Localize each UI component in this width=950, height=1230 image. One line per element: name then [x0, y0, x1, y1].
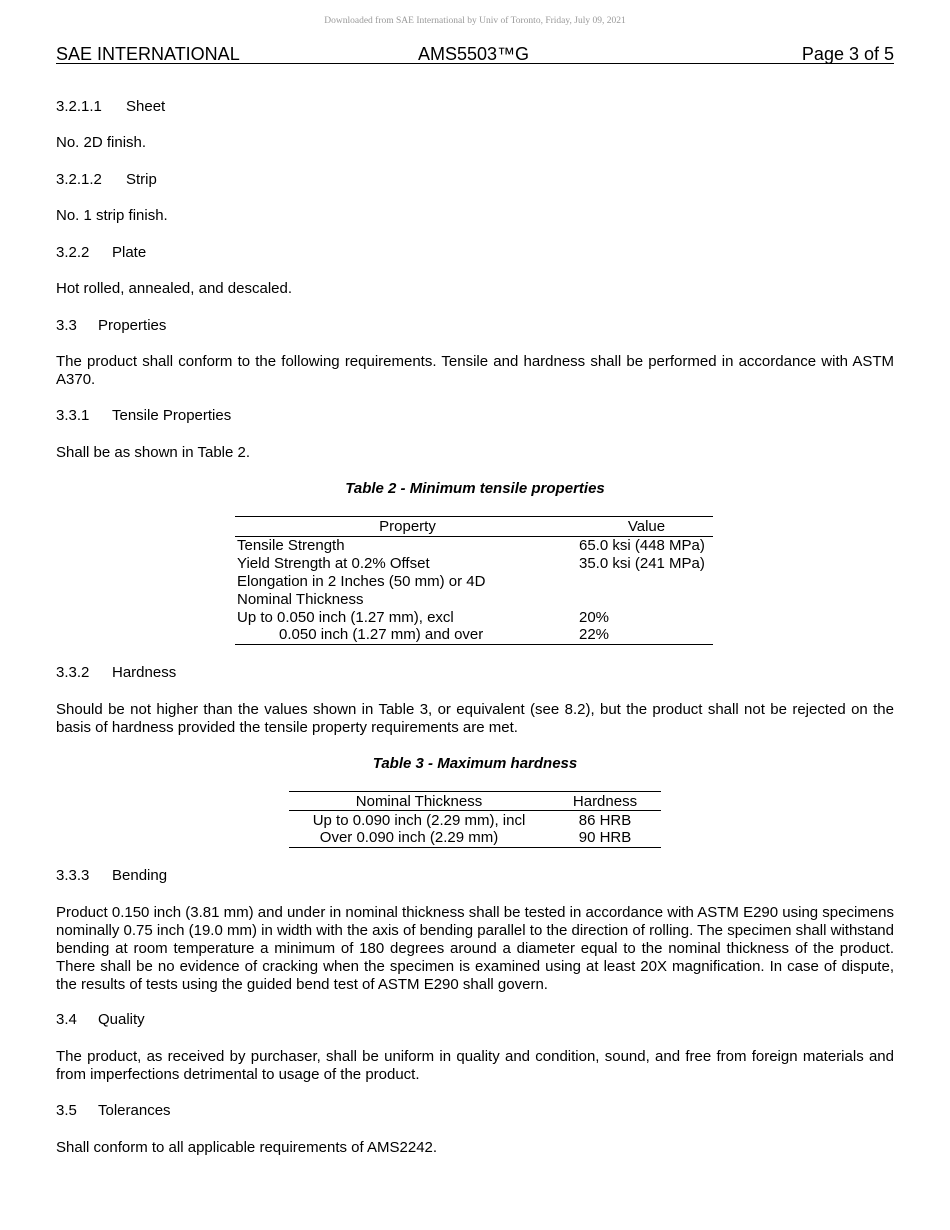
header-page-number: Page 3 of 5	[801, 44, 894, 64]
section-body: The product, as received by purchaser, shall be uniform in quality and condition, sound, and free from foreign materials and from imperfections detrimental to usage of the product.	[56, 1048, 894, 1083]
section-title: Properties	[98, 317, 167, 334]
table-cell: 0.050 inch (1.27 mm) and over	[279, 626, 484, 643]
table-cell: Nominal Thickness	[237, 591, 364, 608]
table-caption: Table 3 - Maximum hardness	[372, 755, 578, 772]
table-cell: Tensile Strength	[237, 537, 345, 554]
section-heading	[56, 244, 146, 262]
section-number: 3.3.2	[56, 664, 90, 681]
table-cell: Yield Strength at 0.2% Offset	[237, 555, 430, 572]
table-cell: Up to 0.050 inch (1.27 mm), excl	[237, 609, 454, 626]
section-heading	[56, 664, 176, 682]
section-body: No. 2D finish.	[56, 134, 147, 151]
section-title: Sheet	[126, 98, 166, 115]
table-caption: Table 2 - Minimum tensile properties	[345, 480, 605, 497]
section-heading	[56, 171, 157, 189]
section-number: 3.5	[56, 1102, 77, 1119]
section-title: Tensile Properties	[112, 407, 232, 424]
section-title: Hardness	[112, 664, 177, 681]
header-document-number: AMS5503™G	[418, 44, 530, 64]
table-header-cell: Hardness	[572, 793, 638, 810]
table-cell: 20%	[579, 609, 610, 626]
download-notice: Downloaded from SAE International by Univ of Toronto, Friday, July 09, 2021	[324, 16, 626, 26]
section-body: Shall conform to all applicable requirements of AMS2242.	[56, 1139, 438, 1156]
section-number: 3.4	[56, 1011, 77, 1028]
table-cell: 65.0 ksi (448 MPa)	[579, 537, 705, 554]
section-heading	[56, 1011, 145, 1029]
section-body: Should be not higher than the values shown in Table 3, or equivalent (see 8.2), but the product shall not be rejected on the basis of hardness provided the tensile property requirements are met.	[56, 701, 894, 736]
table-cell: 22%	[579, 626, 610, 643]
table-top-rule	[235, 516, 713, 517]
section-number: 3.2.1.2	[56, 171, 102, 188]
section-title: Strip	[126, 171, 157, 188]
table-cell: Over 0.090 inch (2.29 mm)	[319, 829, 499, 846]
section-number: 3.3.1	[56, 407, 90, 424]
table-cell: 35.0 ksi (241 MPa)	[579, 555, 705, 572]
table-cell: Elongation in 2 Inches (50 mm) or 4D	[237, 573, 486, 590]
section-body: No. 1 strip finish.	[56, 207, 168, 224]
table-header-cell: Nominal Thickness	[355, 793, 483, 810]
section-body: Hot rolled, annealed, and descaled.	[56, 280, 293, 297]
section-title: Bending	[112, 867, 168, 884]
section-body: Product 0.150 inch (3.81 mm) and under in nominal thickness shall be tested in accordance with ASTM E290 using specimens nominally 0.75 inch (19.0 mm) in width with the axis of bending parallel to the direction of rolling. The specimen shall withstand bending at room temperature a minimum of 180 degrees around a diameter equal to the nominal thickness of the product. There shall be no evidence of cracking when the specimen is examined using at least 20X magnification. In case of dispute, the results of tests using the guided bend test of ASTM E290 shall govern.	[56, 904, 894, 993]
section-heading	[56, 98, 165, 116]
header-publisher: SAE INTERNATIONAL	[56, 44, 240, 64]
table-top-rule	[289, 791, 661, 792]
section-number: 3.2.1.1	[56, 98, 102, 115]
section-heading	[56, 1102, 171, 1120]
section-number: 3.2.2	[56, 244, 90, 261]
table-header-cell: Value	[627, 518, 666, 535]
section-title: Quality	[98, 1011, 145, 1028]
section-body: The product shall conform to the following requirements. Tensile and hardness shall be performed in accordance with ASTM A370.	[56, 353, 894, 388]
table-cell: Up to 0.090 inch (2.29 mm), incl	[312, 812, 526, 829]
section-title: Plate	[112, 244, 147, 261]
table-bottom-rule	[235, 644, 713, 645]
section-number: 3.3	[56, 317, 77, 334]
table-header-cell: Property	[379, 518, 436, 535]
table-bottom-rule	[289, 847, 661, 848]
section-title: Tolerances	[98, 1102, 171, 1119]
section-heading	[56, 407, 231, 425]
table-header-rule	[289, 810, 661, 811]
table-cell: 90 HRB	[578, 829, 632, 846]
section-heading	[56, 317, 166, 335]
header-rule	[56, 63, 894, 64]
section-body: Shall be as shown in Table 2.	[56, 444, 251, 461]
section-number: 3.3.3	[56, 867, 90, 884]
section-heading	[56, 867, 167, 885]
table-cell: 86 HRB	[578, 812, 632, 829]
